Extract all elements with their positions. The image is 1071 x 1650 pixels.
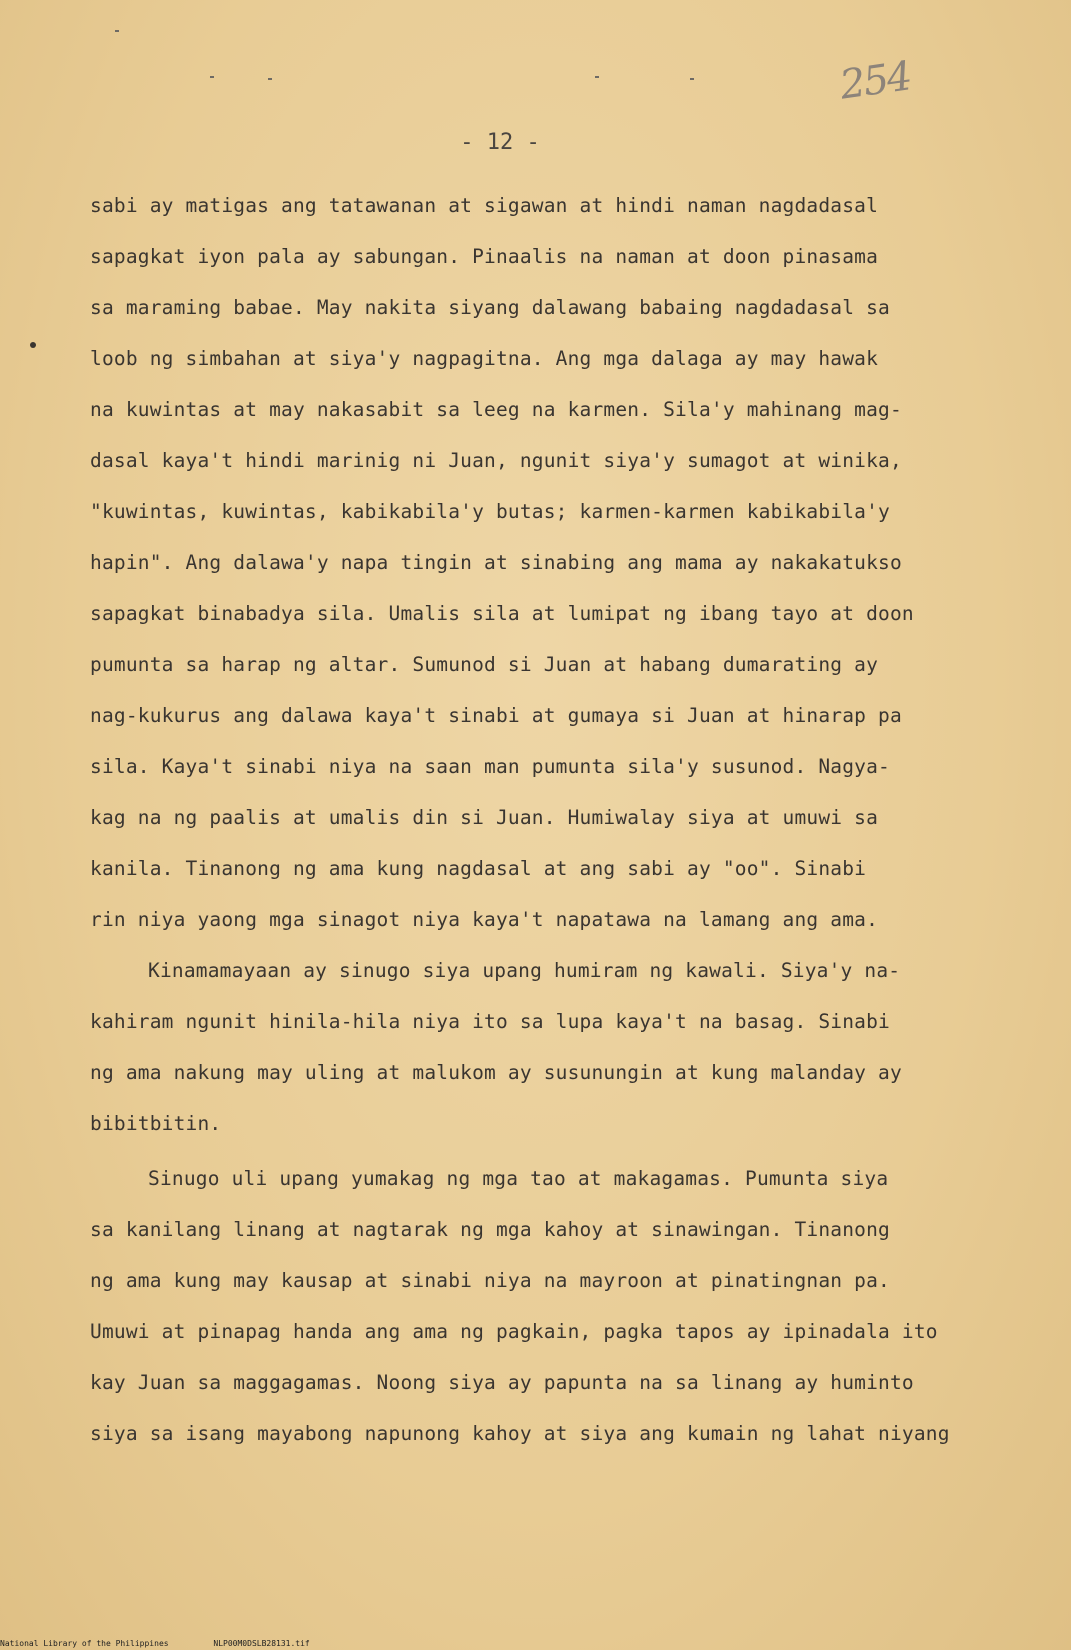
text-line: rin niya yaong mga sinagot niya kaya't napatawa na lamang ang ama. [90,908,879,931]
text-line: nag-kukurus ang dalawa kaya't sinabi at gumaya si Juan at hinarap pa [90,704,902,727]
footer-library: National Library of the Philippines [0,1639,169,1648]
footer-filename: NLP00M0DSLB28131.tif [213,1639,310,1648]
speck-mark [595,76,599,78]
scan-footer [0,1639,1071,1648]
speck-mark [115,30,119,32]
text-line: hapin". Ang dalawa'y napa tingin at sinabing ang mama ay nakakatukso [90,551,902,574]
margin-dot [30,342,36,348]
speck-mark [210,76,214,78]
text-line: sabi ay matigas ang tatawanan at sigawan at hindi naman nagdadasal [90,194,879,217]
text-line: kanila. Tinanong ng ama kung nagdasal at ang sabi ay "oo". Sinabi [90,857,867,880]
speck-mark [690,78,694,80]
text-line: kag na ng paalis at umalis din si Juan. Humiwalay siya at umuwi sa [90,806,879,829]
text-line: ng ama nakung may uling at malukom ay susunungin at kung malanday ay [90,1061,902,1084]
text-line: sa maraming babae. May nakita siyang dalawang babaing nagdadasal sa [90,296,890,319]
page-number: - 12 - [460,130,540,155]
text-line: sa kanilang linang at nagtarak ng mga kahoy at sinawingan. Tinanong [90,1218,890,1241]
text-line: Sinugo uli upang yumakag ng mga tao at makagamas. Pumunta siya [148,1167,889,1190]
text-line: siya sa isang mayabong napunong kahoy at siya ang kumain ng lahat niyang [90,1422,950,1445]
text-line: loob ng simbahan at siya'y nagpagitna. Ang mga dalaga ay may hawak [90,347,879,370]
text-line: kay Juan sa maggagamas. Noong siya ay papunta na sa linang ay huminto [90,1371,914,1394]
folio-number: 254 [837,53,914,109]
text-line: sila. Kaya't sinabi niya na saan man pumunta sila'y susunod. Nagya- [90,755,890,778]
text-line: Kinamamayaan ay sinugo siya upang humiram ng kawali. Siya'y na- [148,959,901,982]
text-line: na kuwintas at may nakasabit sa leeg na karmen. Sila'y mahinang mag- [90,398,902,421]
text-line: pumunta sa harap ng altar. Sumunod si Juan at habang dumarating ay [90,653,879,676]
speck-mark [268,78,272,80]
text-line: sapagkat binabadya sila. Umalis sila at lumipat ng ibang tayo at doon [90,602,914,625]
text-line: dasal kaya't hindi marinig ni Juan, ngunit siya'y sumagot at winika, [90,449,902,472]
text-line: bibitbitin. [90,1112,222,1135]
text-line: "kuwintas, kuwintas, kabikabila'y butas; karmen-karmen kabikabila'y [90,500,890,523]
text-line: sapagkat iyon pala ay sabungan. Pinaalis na naman at doon pinasama [90,245,879,268]
text-line: kahiram ngunit hinila-hila niya ito sa lupa kaya't na basag. Sinabi [90,1010,890,1033]
text-line: ng ama kung may kausap at sinabi niya na mayroon at pinatingnan pa. [90,1269,890,1292]
body-text [90,180,1000,1459]
text-line: Umuwi at pinapag handa ang ama ng pagkain, pagka tapos ay ipinadala ito [90,1320,938,1343]
